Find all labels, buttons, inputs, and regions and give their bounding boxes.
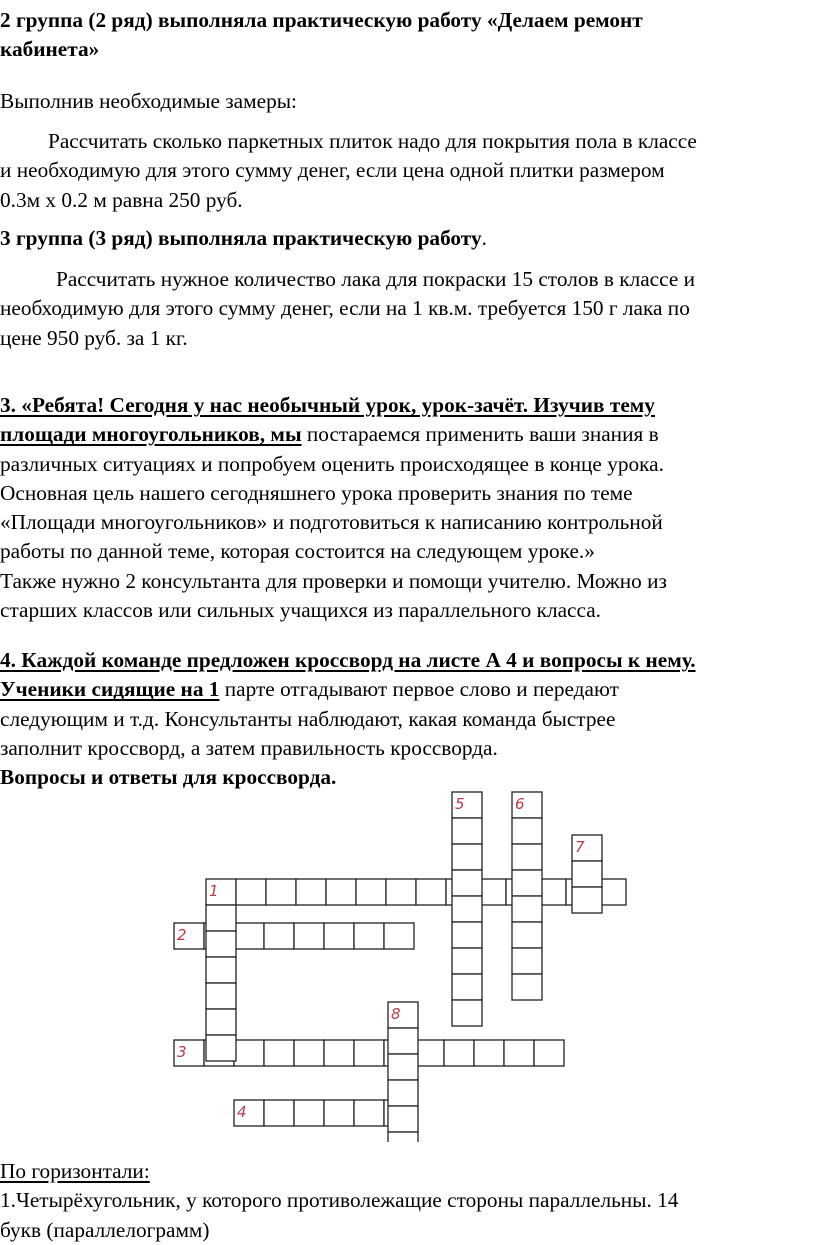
crossword-cell xyxy=(452,870,482,896)
crossword-cell xyxy=(234,923,264,949)
crossword-cell xyxy=(294,923,324,949)
crossword-cell xyxy=(264,923,294,949)
crossword-cell xyxy=(416,879,446,905)
crossword-number-8: 8 xyxy=(391,1005,401,1023)
group2-task: Рассчитать сколько паркетных плиток надо для покрытия пола в классе и необходимую для этого сумму денег, если цена одной плитки размером 0.3м х 0.2 м равна 250 руб. xyxy=(0,129,697,212)
crossword-cell xyxy=(324,1100,354,1126)
crossword-cell xyxy=(452,974,482,1000)
horizontal-section: По горизонтали: 1.Четырёхугольник, у которого противолежащие стороны параллельны. 14 букв (параллелограмм) xyxy=(0,1159,679,1242)
crossword-cell xyxy=(356,879,386,905)
crossword-cell xyxy=(236,879,266,905)
crossword-cell xyxy=(452,896,482,922)
group2-intro: Выполнив необходимые замеры: xyxy=(0,89,297,113)
crossword-number-6: 6 xyxy=(515,795,525,813)
crossword-number-1: 1 xyxy=(209,882,219,900)
crossword-cell xyxy=(452,818,482,844)
crossword-cell xyxy=(294,1100,324,1126)
crossword-cell xyxy=(206,1009,236,1035)
crossword-cell xyxy=(512,818,542,844)
crossword-cell xyxy=(534,1040,564,1066)
crossword-cell xyxy=(296,879,326,905)
crossword-number-7: 7 xyxy=(575,838,585,856)
crossword-cell xyxy=(206,983,236,1009)
crossword-cell xyxy=(206,905,236,931)
group3-task: Рассчитать нужное количество лака для покраски 15 столов в классе и необходимую для этого сумму денег, если на 1 кв.м. требуется 150 г лака по цене 950 руб. за 1 кг. xyxy=(0,267,695,350)
crossword-cell xyxy=(512,974,542,1000)
crossword-cell xyxy=(324,1040,354,1066)
crossword-cell xyxy=(572,887,602,913)
crossword-cell xyxy=(512,844,542,870)
crossword-cell xyxy=(512,948,542,974)
crossword-cell xyxy=(354,1040,384,1066)
crossword-cell xyxy=(452,844,482,870)
crossword-cell xyxy=(264,1100,294,1126)
crossword-cell xyxy=(572,861,602,887)
crossword-number-5: 5 xyxy=(455,795,465,813)
crossword-cell xyxy=(388,1080,418,1106)
crossword-cell xyxy=(474,1040,504,1066)
crossword-cell xyxy=(452,948,482,974)
crossword-cell xyxy=(512,922,542,948)
crossword-cell xyxy=(264,1040,294,1066)
horizontal-heading: По горизонтали: xyxy=(0,1159,150,1183)
crossword-cell xyxy=(388,1106,418,1132)
crossword-cell xyxy=(206,1035,236,1061)
crossword-cell xyxy=(294,1040,324,1066)
crossword-cell xyxy=(452,922,482,948)
crossword-number-2: 2 xyxy=(177,926,187,944)
crossword-cell xyxy=(324,923,354,949)
crossword-cell xyxy=(452,1000,482,1026)
crossword-cell xyxy=(504,1040,534,1066)
section4-paragraph: 4. Каждой команде предложен кроссворд на листе А 4 и вопросы к нему. Ученики сидящие на 1 парте отгадывают первое слово и передают следующим и т.д. Консультанты наблюдают, какая команда быстрее заполнит кроссворд, а затем правильность кроссворда. Вопросы и ответы для кроссворда. xyxy=(0,648,696,790)
crossword-cell xyxy=(326,879,356,905)
crossword-cell xyxy=(266,879,296,905)
crossword-cell xyxy=(444,1040,474,1066)
crossword-cell xyxy=(512,896,542,922)
section3-paragraph: 3. «Ребята! Сегодня у нас необычный урок, урок-зачёт. Изучив тему площади многоугольников, мы постараемся применить ваши знания в различных ситуациях и попробуем оценить происходящее в конце урока. Основная цель нашего сегодняшнего урока проверить знания по теме «Площади многоугольников» и подготовиться к написанию контрольной работы по данной теме, которая состоится на следующем уроке.» Также нужно 2 консультанта для проверки и помощи учителю. Можно из старших классов или сильных учащихся из параллельного класса. xyxy=(0,393,667,623)
crossword-cell xyxy=(386,879,416,905)
crossword-number-3: 3 xyxy=(177,1043,187,1061)
crossword-cell xyxy=(512,870,542,896)
group3-heading: 3 группа (3 ряд) выполняла практическую работу. xyxy=(0,226,487,250)
crossword-cell xyxy=(384,923,414,949)
crossword-cell xyxy=(388,1028,418,1054)
crossword-cell xyxy=(354,1100,384,1126)
crossword-cells xyxy=(174,792,626,1142)
crossword-cell xyxy=(206,931,236,957)
group2-heading: 2 группа (2 ряд) выполняла практическую работу «Делаем ремонт кабинета» xyxy=(0,8,643,62)
crossword-cell xyxy=(354,923,384,949)
crossword-cell xyxy=(388,1054,418,1080)
crossword-grid xyxy=(160,782,640,1142)
crossword-cell xyxy=(206,957,236,983)
crossword-cell xyxy=(388,1132,418,1142)
crossword-number-4: 4 xyxy=(237,1103,247,1121)
qa-heading: Вопросы и ответы для кроссворда. xyxy=(0,765,337,790)
crossword-cell xyxy=(234,1040,264,1066)
